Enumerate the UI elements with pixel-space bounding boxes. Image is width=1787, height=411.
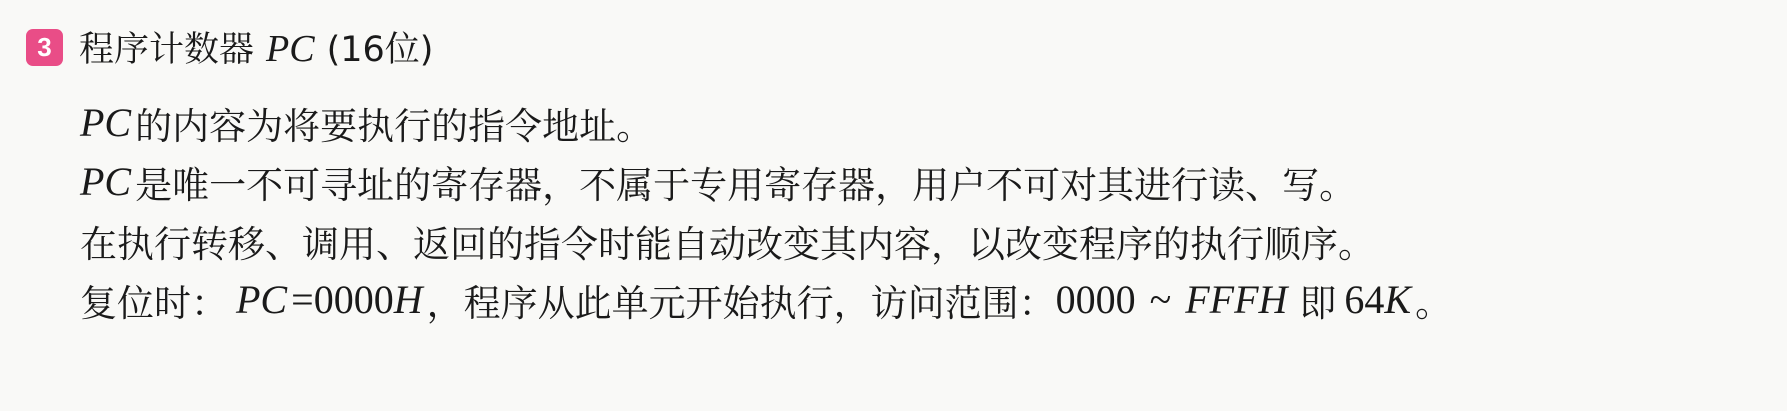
line-end-period: 。: [1415, 281, 1453, 325]
range-end: FFFH: [1185, 277, 1288, 322]
address-size-unit: K: [1384, 277, 1412, 322]
reset-value: 0000: [313, 277, 394, 322]
pc-symbol: PC: [80, 100, 132, 145]
section-title-text: 程序计数器: [79, 30, 255, 70]
body-line-1: [80, 93, 1452, 152]
section-title: [79, 22, 433, 72]
section-heading: [26, 22, 433, 72]
equals-sign: =: [291, 277, 314, 322]
pc-symbol: PC: [80, 159, 132, 204]
body-line-3: [80, 211, 1452, 270]
section-body: [80, 93, 1452, 329]
range-tilde: ~: [1149, 277, 1172, 322]
pc-symbol: PC: [236, 277, 288, 322]
body-line-1-text: 的内容为将要执行的指令地址。: [135, 104, 654, 148]
body-line-2-text: 是唯一不可寻址的寄存器，不属于专用寄存器，用户不可对其进行读、写。: [135, 163, 1357, 207]
body-line-3-text: 在执行转移、调用、返回的指令时能自动改变其内容，以改变程序的执行顺序。: [80, 222, 1375, 266]
address-size: 64: [1344, 277, 1385, 322]
hex-suffix: H: [393, 277, 423, 322]
body-line-4: [80, 270, 1452, 329]
section-title-symbol: PC: [266, 28, 315, 70]
body-line-4-mid: ，程序从此单元开始执行，访问范围：: [426, 281, 1056, 325]
body-line-2: [80, 152, 1452, 211]
ji-text: 即: [1299, 281, 1337, 325]
range-start: 0000: [1055, 277, 1136, 322]
section-title-suffix: (16位): [326, 30, 434, 70]
reset-prefix: 复位时：: [80, 281, 228, 325]
section-number-badge: 3: [26, 29, 63, 66]
